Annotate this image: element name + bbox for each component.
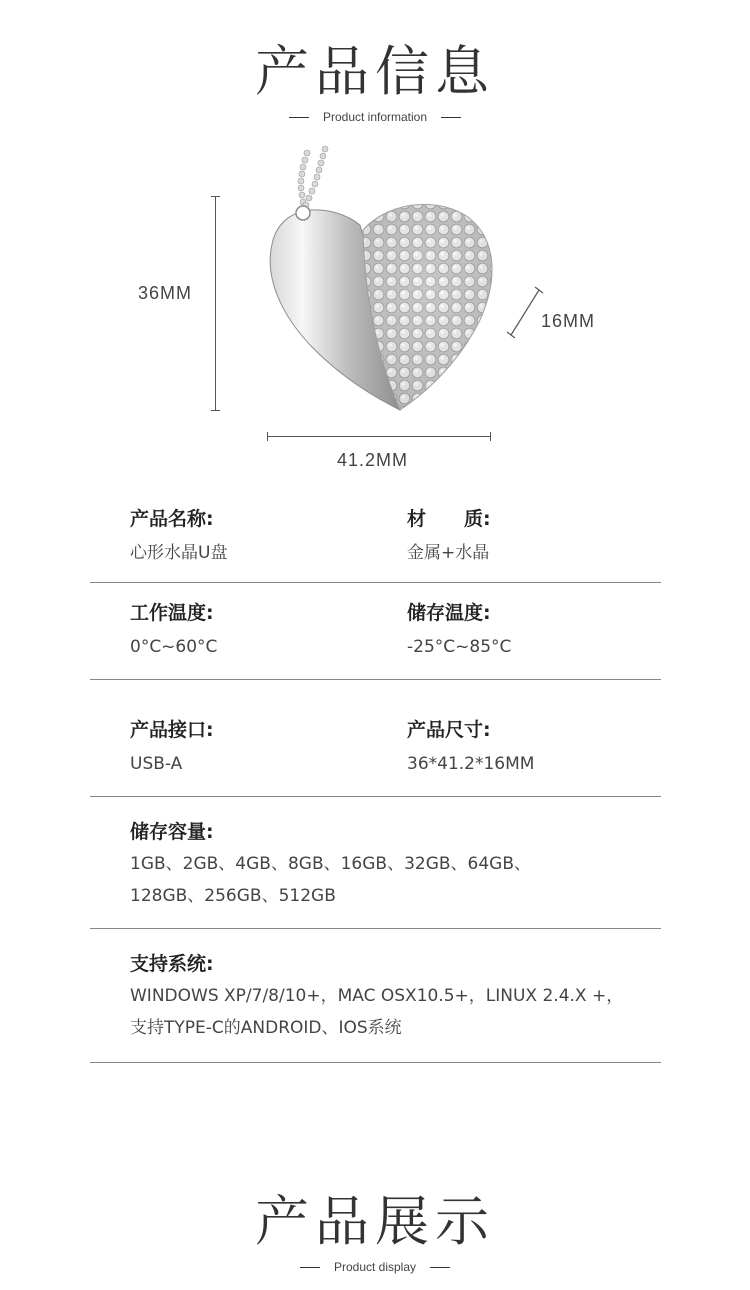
spec-row-capacity bbox=[90, 797, 661, 929]
spec-value-line: 128GB、256GB、512GB bbox=[130, 886, 336, 906]
spec-value: 金属+水晶 bbox=[407, 543, 490, 563]
spec-label: 储存容量: bbox=[130, 821, 214, 843]
spec-cell-name bbox=[130, 504, 227, 569]
spec-value: -25°C~85°C bbox=[407, 637, 512, 657]
height-dimension-cap-bottom bbox=[211, 410, 220, 411]
spec-row-temperatures bbox=[90, 583, 661, 680]
spec-value-line: 1GB、2GB、4GB、8GB、16GB、32GB、64GB、 bbox=[130, 854, 532, 874]
display-heading-subtitle-row bbox=[0, 1260, 750, 1274]
divider-dash bbox=[289, 117, 309, 118]
info-heading-subtitle-row bbox=[0, 110, 750, 124]
thickness-dimension-label: 16MM bbox=[541, 311, 596, 331]
thickness-dimension-line bbox=[505, 285, 545, 340]
spec-label: 支持系统: bbox=[130, 953, 214, 975]
spec-label: 材 质: bbox=[407, 508, 491, 530]
height-dimension-line bbox=[215, 196, 216, 410]
spec-cell-storage-temp bbox=[407, 598, 511, 663]
spec-cell-system bbox=[130, 949, 623, 1044]
spec-value: USB-A bbox=[130, 754, 183, 774]
spec-label: 产品接口: bbox=[130, 719, 214, 741]
spec-row-system bbox=[90, 929, 661, 1063]
spec-value-line: 支持TYPE-C的ANDROID、IOS系统 bbox=[130, 1018, 402, 1038]
divider-dash bbox=[300, 1267, 320, 1268]
info-heading-subtitle: Product information bbox=[322, 110, 428, 124]
spec-value: 0°C~60°C bbox=[130, 637, 218, 657]
display-heading-title: 产品展示 bbox=[255, 1190, 495, 1253]
spec-cell-material bbox=[407, 504, 491, 569]
spec-cell-capacity bbox=[130, 817, 531, 912]
spec-value: 心形水晶U盘 bbox=[130, 543, 228, 563]
spec-cell-interface bbox=[130, 715, 214, 780]
spec-label: 产品名称: bbox=[130, 508, 214, 530]
spec-cell-work-temp bbox=[130, 598, 217, 663]
spec-label: 工作温度: bbox=[130, 602, 214, 624]
width-dimension-line bbox=[267, 436, 490, 437]
width-dimension-cap-left bbox=[267, 432, 268, 441]
display-heading bbox=[0, 1190, 750, 1274]
spec-label: 储存温度: bbox=[407, 602, 491, 624]
spec-value-line: WINDOWS XP/7/8/10+，MAC OSX10.5+，LINUX 2.4.X +， bbox=[130, 986, 624, 1006]
display-heading-subtitle: Product display bbox=[333, 1260, 417, 1274]
divider-dash bbox=[441, 117, 461, 118]
info-heading-title: 产品信息 bbox=[255, 40, 495, 103]
spec-value: 36*41.2*16MM bbox=[407, 754, 535, 774]
width-dimension-cap-right bbox=[490, 432, 491, 441]
height-dimension-label: 36MM bbox=[138, 283, 193, 303]
width-dimension-label: 41.2MM bbox=[337, 450, 409, 470]
height-dimension-cap-top bbox=[211, 196, 220, 197]
spec-row-name-material bbox=[90, 500, 661, 583]
divider-dash bbox=[430, 1267, 450, 1268]
spec-cell-size bbox=[407, 715, 534, 780]
spec-row-interface-size bbox=[90, 680, 661, 797]
heart-usb-product-image bbox=[255, 145, 505, 430]
info-heading bbox=[0, 40, 750, 124]
spec-label: 产品尺寸: bbox=[407, 719, 491, 741]
